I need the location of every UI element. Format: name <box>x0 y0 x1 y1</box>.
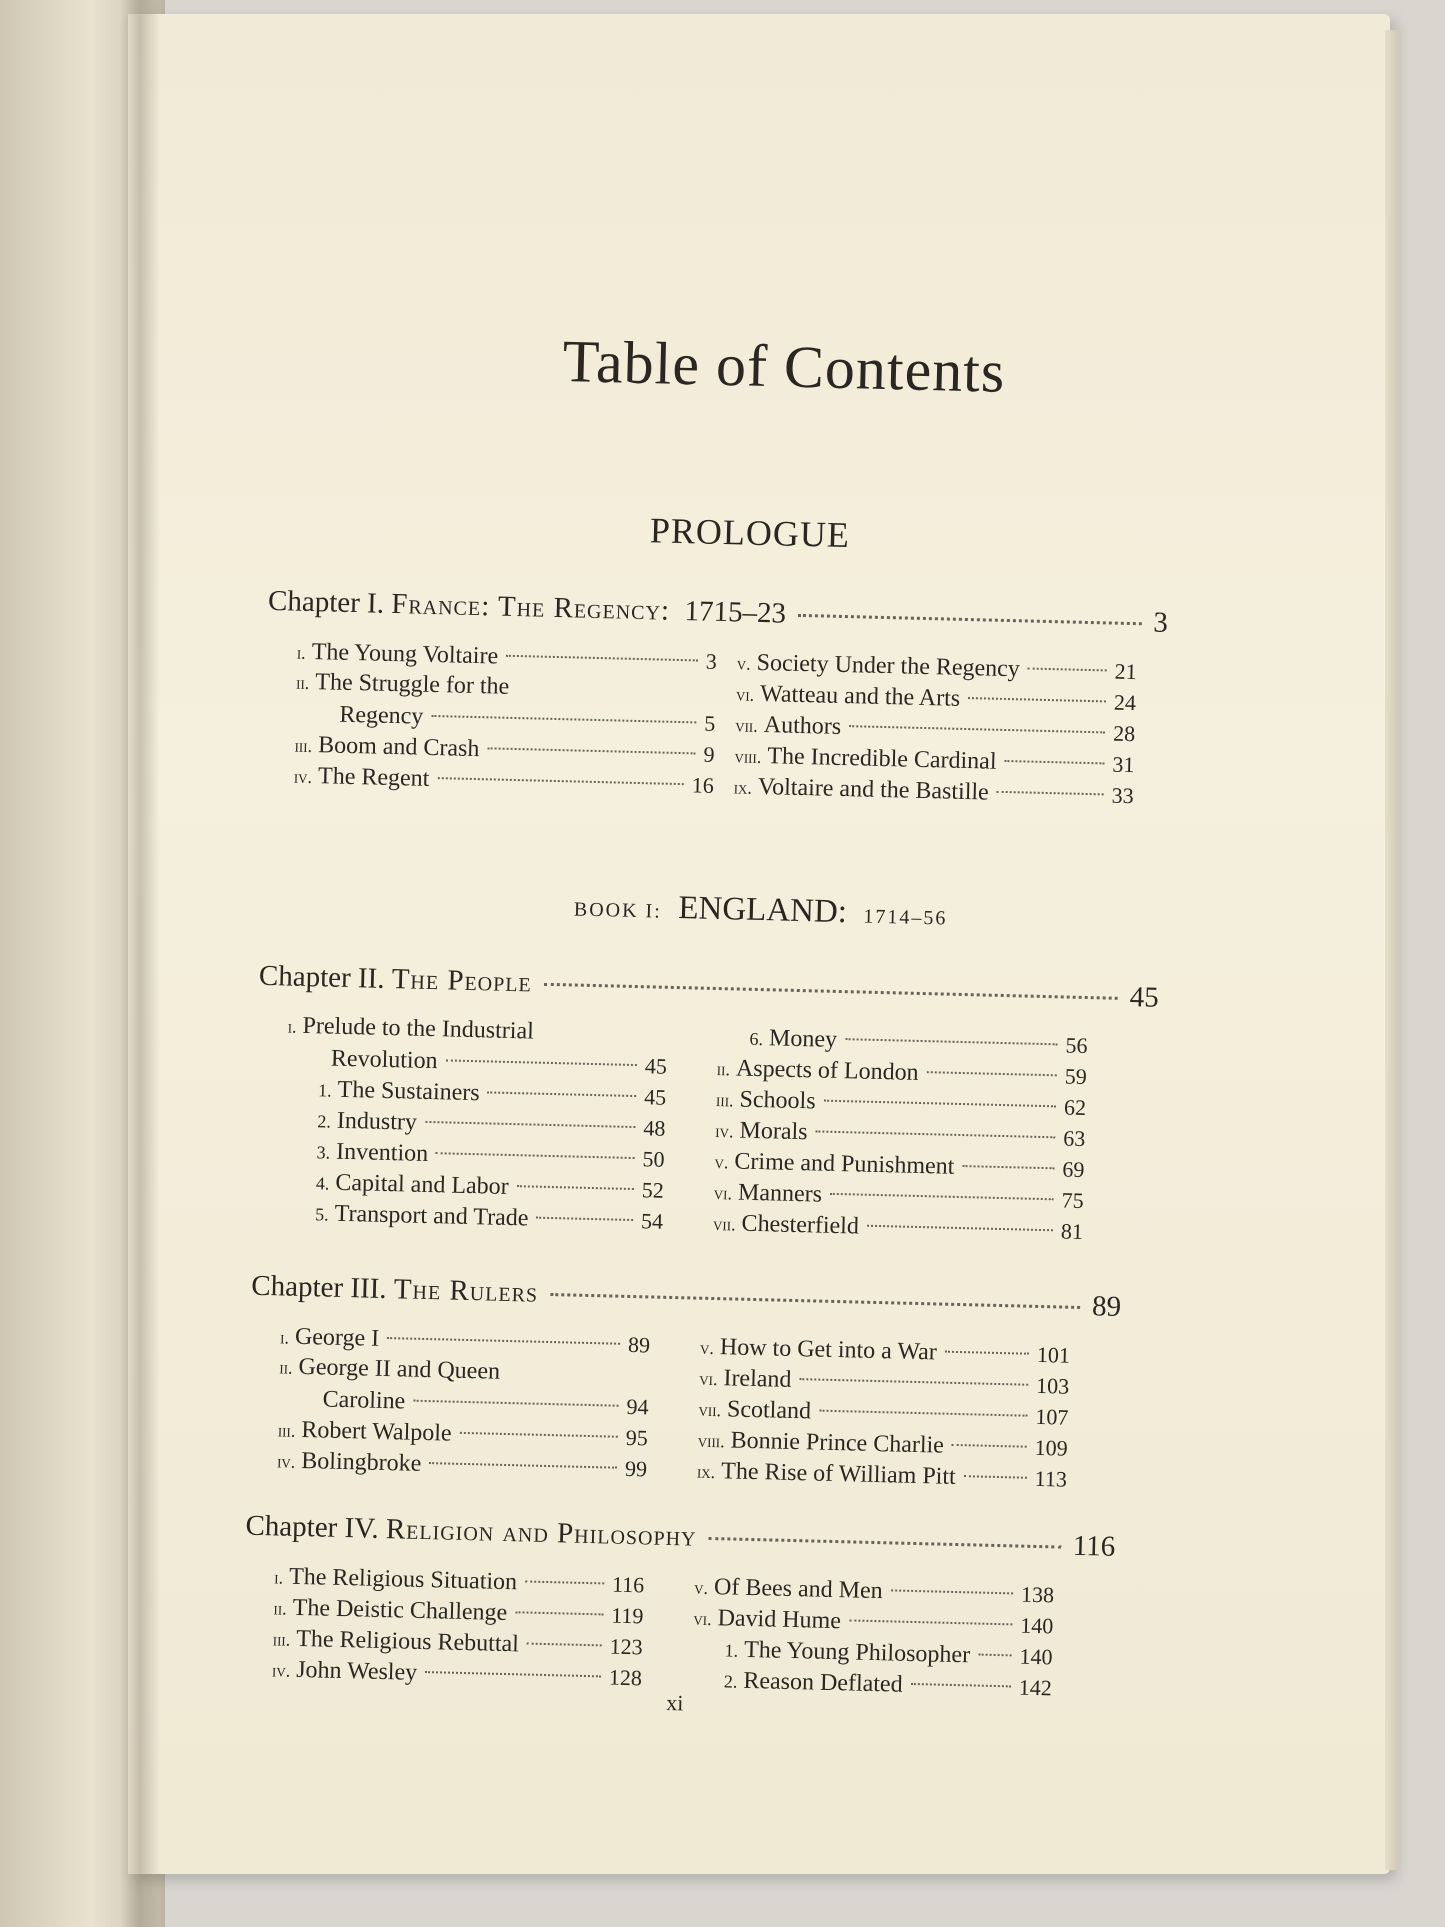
entry-label: The Rise of William Pitt <box>720 1458 957 1490</box>
dot-leader <box>978 1654 1012 1657</box>
entry-label: George II and Queen <box>298 1353 501 1385</box>
dot-leader <box>816 1130 1056 1138</box>
entry-number: vi. <box>699 1368 718 1390</box>
entry-number: iii. <box>277 1420 296 1441</box>
dot-leader <box>431 715 696 723</box>
entry-number: 2. <box>723 1671 738 1692</box>
dot-leader <box>525 1580 604 1584</box>
entry-page: 33 <box>1111 782 1134 809</box>
dot-leader <box>436 1152 635 1159</box>
dot-leader <box>437 777 683 785</box>
entry-number: iv. <box>715 1121 734 1142</box>
entry-page: 21 <box>1114 658 1137 685</box>
entry-page: 142 <box>1018 1674 1053 1701</box>
entry-page: 95 <box>625 1424 649 1451</box>
dot-leader <box>962 1165 1054 1169</box>
entry-label: The Incredible Cardinal <box>767 743 997 775</box>
entry-label: Chesterfield <box>741 1210 860 1240</box>
entry-label: The Young Voltaire <box>311 639 499 670</box>
entry-page: 94 <box>626 1393 649 1420</box>
entry-label: John Wesley <box>295 1656 418 1686</box>
entry-number: vi. <box>693 1608 712 1630</box>
entry-page: 99 <box>624 1455 648 1482</box>
entry-number: ii. <box>295 672 310 693</box>
entry-label: Boom and Crash <box>317 732 480 763</box>
chapter-page: 89 <box>1091 1290 1122 1323</box>
dot-leader <box>911 1683 1011 1687</box>
dot-leader <box>487 747 695 754</box>
dot-leader <box>413 1400 618 1407</box>
dot-leader <box>964 1475 1027 1479</box>
entry-page: 5 <box>703 710 716 736</box>
entry-page: 138 <box>1020 1581 1055 1608</box>
entry-label: The Deistic Challenge <box>292 1594 508 1627</box>
dot-leader <box>824 1100 1056 1108</box>
entry-number: vii. <box>734 715 759 736</box>
entry-page: 9 <box>703 741 715 767</box>
entry-label: Revolution <box>330 1045 438 1075</box>
entry-label: Society Under the Regency <box>756 649 1021 683</box>
entry-number: i. <box>274 1567 284 1588</box>
entry-label: The Religious Rebuttal <box>295 1625 520 1658</box>
entry-number: 2. <box>317 1111 332 1132</box>
entry-label: Caroline <box>322 1386 406 1415</box>
entry-page: 140 <box>1019 1643 1053 1670</box>
entry-label: Aspects of London <box>735 1055 919 1086</box>
entry-page: 140 <box>1020 1612 1054 1639</box>
book-dates: 1714–56 <box>863 905 948 930</box>
dot-leader <box>968 697 1106 702</box>
entry-page: 69 <box>1062 1156 1085 1183</box>
entry-number: 4. <box>315 1173 330 1194</box>
entry-number: i. <box>287 1016 297 1037</box>
dot-leader <box>1028 667 1107 671</box>
entry-page: 59 <box>1064 1063 1088 1090</box>
entry-label: Of Bees and Men <box>713 1574 883 1605</box>
entry-page: 56 <box>1065 1032 1088 1059</box>
entry-label: Bolingbroke <box>301 1447 422 1477</box>
entry-number: 3. <box>316 1142 331 1163</box>
entry-number: vii. <box>712 1213 736 1235</box>
entry-page: 75 <box>1061 1187 1085 1214</box>
entry-label: Money <box>768 1025 838 1053</box>
dot-leader <box>798 614 1141 625</box>
entry-number: i. <box>296 642 306 663</box>
chapter-title: France: The Regency: <box>390 587 671 627</box>
chapter-page: 45 <box>1129 981 1160 1014</box>
dot-leader <box>867 1225 1053 1232</box>
entry-number: 5. <box>314 1204 329 1225</box>
entry-number: v. <box>714 1151 729 1173</box>
entry-label: Scotland <box>726 1396 812 1425</box>
entry-label: Prelude to the Industrial <box>302 1012 535 1045</box>
entry-label: Authors <box>763 712 842 740</box>
entry-number: iv. <box>271 1660 291 1681</box>
dot-leader <box>460 1432 618 1438</box>
dot-leader <box>1005 760 1105 764</box>
entry-page: 31 <box>1112 751 1135 778</box>
dot-leader <box>429 1462 617 1469</box>
chapter-title: Religion and Philosophy <box>385 1513 697 1553</box>
page-number: xi <box>666 1689 684 1716</box>
dot-leader <box>849 725 1105 733</box>
entry-page: 45 <box>643 1084 667 1110</box>
dot-leader <box>927 1071 1057 1076</box>
entry-page: 3 <box>705 648 718 674</box>
entry-number: iii. <box>715 1090 734 1111</box>
entry-page: 116 <box>611 1571 645 1598</box>
entry-number: ii. <box>716 1059 731 1080</box>
entry-label: George I <box>294 1323 380 1352</box>
entry-page: 113 <box>1034 1465 1068 1492</box>
entry-label: The Struggle for the <box>315 669 510 700</box>
dot-leader <box>515 1611 603 1615</box>
chapter-dates: 1715–23 <box>684 595 787 630</box>
toc-column-left <box>294 636 718 801</box>
entry-label: David Hume <box>717 1605 842 1635</box>
chapter-label: Chapter II. <box>258 959 385 995</box>
chapter-label: Chapter III. <box>251 1269 388 1306</box>
entry-page: 107 <box>1035 1403 1069 1430</box>
dot-leader <box>849 1619 1012 1625</box>
dot-leader <box>387 1337 620 1345</box>
dot-leader <box>952 1444 1027 1448</box>
entry-page: 16 <box>691 772 715 798</box>
toc-column-right <box>692 1571 1055 1704</box>
entry-label: Industry <box>336 1107 418 1136</box>
book-gutter <box>120 0 160 1927</box>
entry-label: Reason Deflated <box>743 1667 903 1698</box>
entry-label: How to Get into a War <box>719 1334 938 1366</box>
entry-page: 119 <box>610 1602 644 1629</box>
entry-label: Capital and Labor <box>335 1169 509 1200</box>
entry-page: 123 <box>609 1633 643 1660</box>
dot-leader <box>488 1091 637 1097</box>
chapter-label: Chapter I. <box>267 584 385 620</box>
entry-page: 52 <box>641 1177 665 1203</box>
entry-label: Bonnie Prince Charlie <box>730 1427 945 1459</box>
entry-number: v. <box>736 653 751 674</box>
book-name: ENGLAND: <box>677 890 848 931</box>
dot-leader <box>708 1537 1060 1549</box>
dot-leader <box>945 1351 1029 1355</box>
entry-page: 101 <box>1036 1341 1071 1368</box>
toc-column-right <box>713 1021 1088 1247</box>
entry-number: ix. <box>696 1461 716 1483</box>
entry-label: Ireland <box>723 1365 792 1393</box>
dot-leader <box>527 1643 602 1647</box>
entry-label: Transport and Trade <box>334 1200 529 1232</box>
entry-page: 89 <box>627 1331 651 1358</box>
entry-number: iv. <box>276 1451 296 1472</box>
entry-label: Regency <box>339 701 424 730</box>
prologue-heading: PROLOGUE <box>649 510 851 556</box>
entry-label: Robert Walpole <box>301 1416 452 1447</box>
dot-leader <box>997 791 1104 796</box>
entry-label: Voltaire and the Bastille <box>757 773 990 806</box>
entry-label: The Sustainers <box>337 1076 480 1107</box>
chapter-label: Chapter IV. <box>245 1509 380 1545</box>
dot-leader <box>891 1589 1013 1594</box>
entry-number: viii. <box>734 746 762 768</box>
chapter-page: 3 <box>1152 606 1169 639</box>
entry-label: Invention <box>335 1138 429 1167</box>
toc-column-left <box>283 1011 668 1237</box>
entry-page: 45 <box>644 1053 668 1079</box>
entry-number: 1. <box>317 1080 332 1101</box>
entry-label: Morals <box>739 1117 808 1146</box>
page-edge <box>1385 30 1399 1870</box>
entry-number: vi. <box>735 684 755 705</box>
entry-page: 54 <box>640 1208 664 1234</box>
dot-leader <box>506 655 698 662</box>
entry-label: Watteau and the Arts <box>759 680 961 712</box>
toc-column-left <box>272 1560 645 1693</box>
entry-number: ix. <box>733 777 753 798</box>
entry-label: Schools <box>739 1086 816 1115</box>
dot-leader <box>830 1193 1054 1200</box>
entry-label: The Religious Situation <box>288 1563 518 1596</box>
entry-number: v. <box>699 1337 715 1359</box>
entry-page: 63 <box>1062 1125 1086 1152</box>
page-title: Table of Contents <box>561 328 1007 405</box>
entry-number: ii. <box>273 1598 287 1619</box>
entry-number: v. <box>693 1577 709 1598</box>
entry-number: i. <box>279 1327 290 1348</box>
dot-leader <box>819 1410 1027 1417</box>
chapter-title: The Rulers <box>393 1273 539 1309</box>
entry-number: viii. <box>697 1430 725 1452</box>
dot-leader <box>799 1378 1028 1386</box>
book-prefix: BOOK I: <box>573 898 663 923</box>
entry-number: 1. <box>724 1640 739 1661</box>
entry-label: The Young Philosopher <box>743 1636 971 1669</box>
entry-page: 62 <box>1063 1094 1087 1121</box>
dot-leader <box>517 1185 634 1190</box>
dot-leader <box>425 1121 635 1128</box>
toc-column-right <box>733 646 1137 811</box>
dot-leader <box>845 1038 1057 1045</box>
entry-number: iv. <box>293 766 313 788</box>
chapter-page: 116 <box>1072 1529 1116 1563</box>
entry-number: vi. <box>713 1182 733 1204</box>
toc-column-left <box>277 1320 651 1484</box>
dot-leader <box>425 1671 601 1677</box>
entry-page: 28 <box>1112 720 1136 747</box>
dot-leader <box>536 1217 633 1221</box>
entry-page: 103 <box>1035 1372 1070 1399</box>
entry-number: iii. <box>294 735 313 757</box>
dot-leader <box>544 983 1118 1000</box>
entry-number: iii. <box>272 1629 291 1650</box>
chapter-title: The People <box>391 963 533 999</box>
entry-number: ii. <box>279 1357 293 1378</box>
entry-label: The Regent <box>317 763 430 792</box>
entry-page: 24 <box>1113 689 1137 716</box>
entry-page: 109 <box>1034 1434 1068 1461</box>
entry-page: 50 <box>642 1146 665 1172</box>
dot-leader <box>446 1059 637 1066</box>
entry-label: Manners <box>737 1179 823 1208</box>
entry-page: 48 <box>643 1115 666 1141</box>
entry-label: Crime and Punishment <box>734 1148 955 1180</box>
dot-leader <box>550 1293 1080 1309</box>
entry-number: 6. <box>749 1028 764 1050</box>
entry-number: vii. <box>698 1399 722 1421</box>
entry-page: 81 <box>1060 1218 1084 1245</box>
toc-column-right <box>697 1331 1071 1495</box>
entry-page: 128 <box>608 1664 643 1691</box>
